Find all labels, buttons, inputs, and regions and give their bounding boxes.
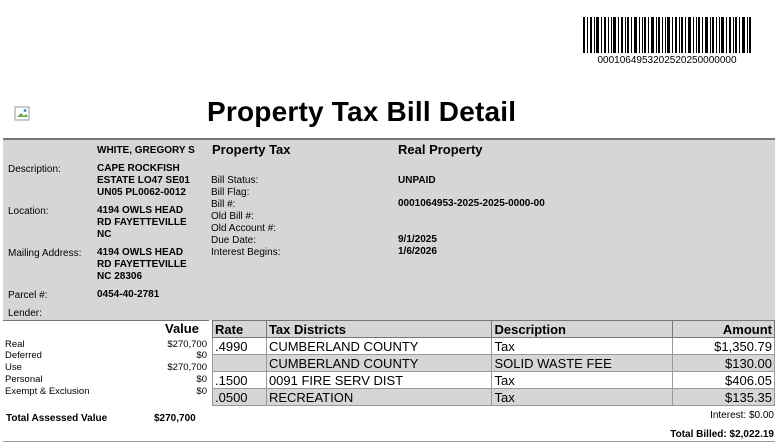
amount-cell: $1,350.79 — [673, 338, 775, 355]
table-row — [213, 338, 775, 355]
description-cell: Tax — [492, 389, 673, 406]
table-row — [213, 355, 775, 372]
owner-name: WHITE, GREGORY S — [97, 145, 195, 156]
rate-cell: .0500 — [213, 389, 267, 406]
value-row-amount: $0 — [196, 386, 207, 397]
bill-number-label: Bill #: — [211, 199, 236, 210]
description-label: Description: — [8, 164, 61, 175]
rate-cell — [213, 355, 267, 372]
bottom-divider — [3, 441, 775, 442]
mailing-address-label: Mailing Address: — [8, 248, 82, 259]
value-row-label: Exempt & Exclusion — [5, 386, 90, 397]
real-property-heading: Real Property — [398, 142, 483, 157]
total-assessed-label: Total Assessed Value — [6, 413, 108, 424]
description-cell: SOLID WASTE FEE — [492, 355, 673, 372]
bill-info-panel — [3, 138, 775, 320]
location-value: 4194 OWLS HEAD RD FAYETTEVILLE NC — [97, 205, 187, 240]
district-cell: RECREATION — [266, 389, 492, 406]
value-row-amount: $270,700 — [167, 362, 207, 373]
due-date-label: Due Date: — [211, 235, 257, 246]
amount-cell: $406.05 — [673, 372, 775, 389]
page-title: Property Tax Bill Detail — [207, 96, 517, 127]
bill-status-value: UNPAID — [398, 175, 436, 186]
rate-cell: .1500 — [213, 372, 267, 389]
due-date-value: 9/1/2025 — [398, 234, 437, 245]
table-row — [213, 389, 775, 406]
value-row-amount: $270,700 — [167, 339, 207, 350]
district-cell: 0091 FIRE SERV DIST — [266, 372, 492, 389]
amount-cell: $130.00 — [673, 355, 775, 372]
total-assessed-value: $270,700 — [154, 413, 196, 424]
value-row-amount: $0 — [196, 374, 207, 385]
description-cell: Tax — [492, 338, 673, 355]
broken-image-icon — [14, 106, 32, 122]
value-row-label: Real — [5, 339, 25, 350]
parcel-label: Parcel #: — [8, 290, 48, 301]
district-header: Tax Districts — [266, 321, 492, 338]
rate-cell: .4990 — [213, 338, 267, 355]
description-cell: Tax — [492, 372, 673, 389]
value-header: Value — [165, 321, 199, 336]
amount-header: Amount — [673, 321, 775, 338]
district-cell: CUMBERLAND COUNTY — [266, 338, 492, 355]
district-cell: CUMBERLAND COUNTY — [266, 355, 492, 372]
parcel-value: 0454-40-2781 — [97, 289, 160, 300]
interest-begins-label: Interest Begins: — [211, 247, 281, 258]
old-bill-label: Old Bill #: — [211, 211, 254, 222]
total-billed: Total Billed: $2,022.19 — [670, 429, 774, 440]
interest-total: Interest: $0.00 — [710, 410, 774, 421]
barcode-image — [583, 17, 751, 53]
table-row — [213, 372, 775, 389]
mailing-address-value: 4194 OWLS HEAD RD FAYETTEVILLE NC 28306 — [97, 247, 187, 282]
barcode-number: 0001064953202520250000000 — [597, 55, 737, 66]
value-row-label: Use — [5, 362, 22, 373]
value-row-label: Personal — [5, 374, 43, 385]
amount-cell: $135.35 — [673, 389, 775, 406]
location-label: Location: — [8, 206, 49, 217]
property-tax-heading: Property Tax — [212, 142, 291, 157]
bill-status-label: Bill Status: — [211, 175, 259, 186]
description-value: CAPE ROCKFISH ESTATE LO47 SE01 UN05 PL0062-0012 — [97, 163, 190, 198]
old-account-label: Old Account #: — [211, 223, 277, 234]
bill-flag-label: Bill Flag: — [211, 187, 250, 198]
rate-header: Rate — [213, 321, 267, 338]
lender-label: Lender: — [8, 308, 42, 319]
description-header: Description — [492, 321, 673, 338]
bill-number-value: 0001064953-2025-2025-0000-00 — [398, 198, 545, 209]
tax-districts-table — [212, 320, 775, 406]
table-header-row — [213, 321, 775, 338]
value-row-label: Deferred — [5, 350, 42, 361]
value-row-amount: $0 — [196, 350, 207, 361]
interest-begins-value: 1/6/2026 — [398, 246, 437, 257]
